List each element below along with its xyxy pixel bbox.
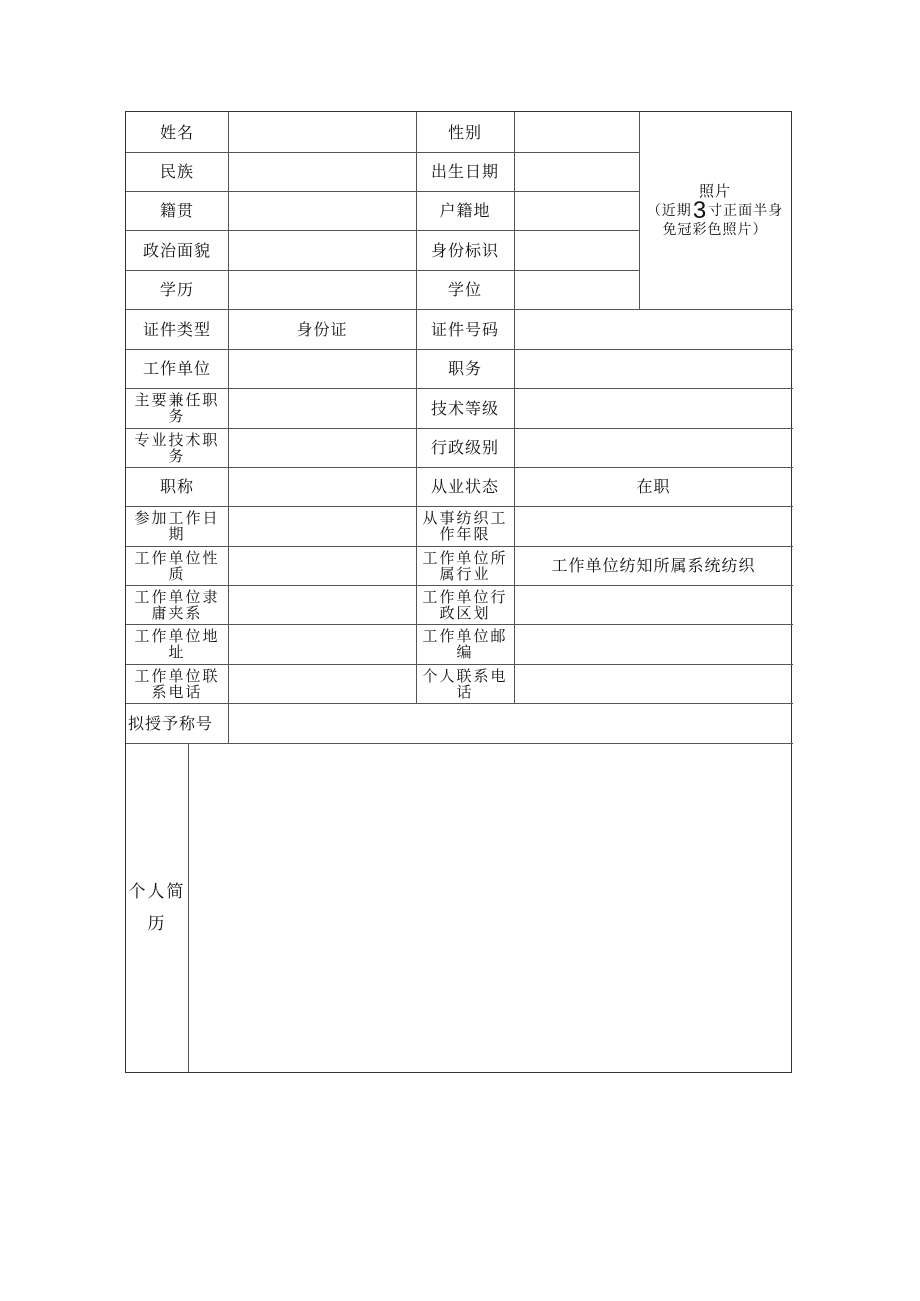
field-label: 政治面貌: [142, 240, 211, 260]
field-value[interactable]: 身份证: [296, 319, 348, 339]
field-value[interactable]: [228, 506, 416, 546]
field-value[interactable]: [228, 112, 416, 152]
field-value[interactable]: [228, 546, 416, 585]
field-value[interactable]: [514, 388, 793, 428]
field-value[interactable]: [228, 349, 416, 388]
field-label: 从业状态: [430, 477, 499, 496]
field-value[interactable]: [228, 191, 416, 230]
registration-form: [125, 111, 792, 1073]
field-label: 民族: [159, 162, 194, 181]
field-value[interactable]: [228, 230, 416, 270]
resume-label: 个人简 历: [128, 881, 186, 934]
field-label: 出生日期: [430, 162, 499, 181]
field-label: 身份标识: [430, 240, 499, 260]
photo-box[interactable]: [639, 112, 791, 309]
field-value[interactable]: [228, 152, 416, 191]
field-value[interactable]: [228, 467, 416, 506]
field-value[interactable]: [514, 349, 793, 388]
field-value[interactable]: [228, 664, 416, 703]
field-value[interactable]: [514, 230, 639, 270]
field-label: 学历: [159, 280, 194, 299]
field-label: 职务: [447, 359, 482, 378]
field-label: 籍贯: [159, 201, 194, 220]
field-value[interactable]: [514, 112, 639, 152]
photo-spec: （近期3寸正面半身: [646, 196, 784, 224]
field-label: 职称: [159, 477, 194, 496]
field-value[interactable]: 工作单位纺知所属系统纺织: [551, 556, 756, 575]
field-value[interactable]: [514, 585, 793, 624]
field-label: 从事纺织工作年限: [422, 509, 508, 543]
field-label: 证件号码: [430, 319, 499, 339]
field-value[interactable]: [514, 152, 639, 191]
field-value[interactable]: [514, 309, 793, 349]
honor-value[interactable]: [228, 703, 793, 743]
field-label: 专业技术职务: [134, 430, 220, 465]
field-value[interactable]: [228, 388, 416, 428]
field-label: 行政级别: [430, 438, 499, 457]
field-label: 性别: [447, 122, 482, 142]
field-value[interactable]: [514, 191, 639, 230]
field-label: 工作单位隶庸夹系: [134, 587, 220, 622]
field-value[interactable]: [228, 270, 416, 309]
field-value[interactable]: 在职: [636, 477, 671, 496]
field-label: 工作单位: [142, 359, 211, 378]
field-value[interactable]: [514, 428, 793, 467]
field-label: 工作单位所属行业: [422, 548, 508, 583]
field-label: 主要兼任职务: [134, 391, 220, 425]
field-value[interactable]: [514, 664, 793, 703]
field-label: 工作单位性质: [134, 548, 220, 583]
field-label: 姓名: [159, 122, 194, 142]
photo-spec-2: 免冠彩色照片）: [662, 221, 768, 238]
field-label: 证件类型: [142, 319, 211, 339]
field-value[interactable]: [514, 624, 793, 664]
field-value[interactable]: [228, 428, 416, 467]
photo-title: 照片: [698, 181, 731, 200]
field-label: 学位: [447, 280, 482, 299]
field-label: 户籍地: [439, 201, 491, 220]
field-value[interactable]: [228, 585, 416, 624]
field-label: 工作单位行政区划: [422, 587, 508, 622]
field-label: 工作单位邮编: [422, 627, 508, 661]
field-label: 工作单位地址: [134, 627, 220, 661]
field-label: 技术等级: [430, 398, 499, 418]
honor-label: 拟授予称号: [128, 713, 214, 733]
field-value[interactable]: [514, 506, 793, 546]
field-value[interactable]: [228, 624, 416, 664]
field-value[interactable]: [514, 270, 639, 309]
field-label: 个人联系电话: [422, 666, 508, 701]
field-label: 参加工作日期: [134, 509, 220, 543]
resume-content[interactable]: [188, 743, 791, 1072]
field-label: 工作单位联系电话: [134, 666, 220, 701]
